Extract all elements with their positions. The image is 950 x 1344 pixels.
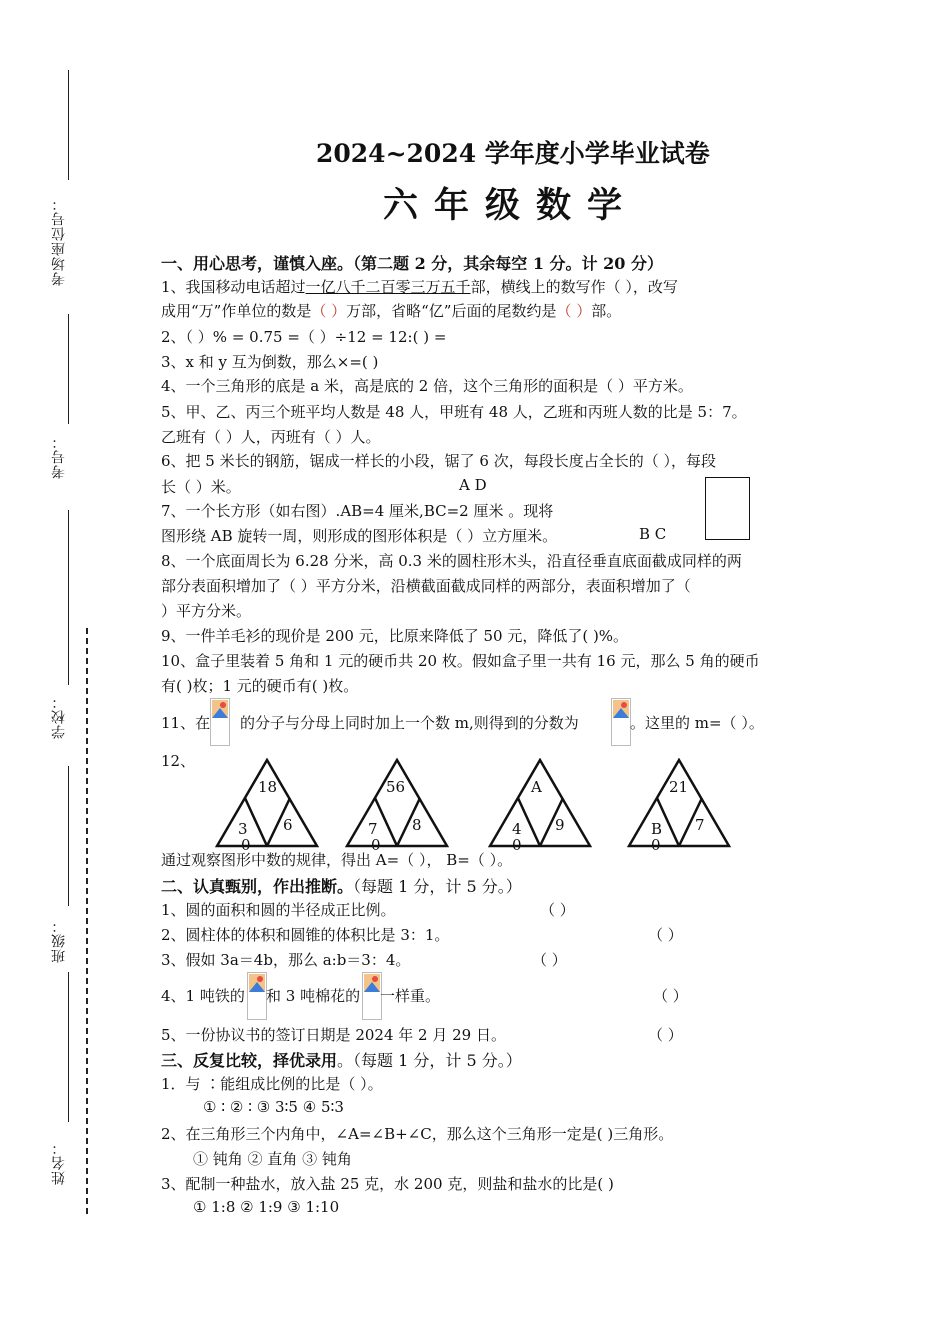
triangle-left-number: 0 [651, 836, 661, 850]
fraction-image-icon [247, 972, 267, 1020]
choice-question-1: 1．与 ∶能组成比例的比是（ ）。 [161, 1075, 383, 1093]
section2-heading-bold: 二、认真甄别，作出推断。 [161, 877, 354, 896]
fraction-image-icon [210, 698, 230, 746]
judge-question-2: 2、圆柱体的体积和圆锥的体积比是 3：1。 [161, 926, 450, 944]
judge-question-3: 3、假如 3a＝4b，那么 a:b＝3：4。 [161, 951, 411, 969]
judge-question-1: 1、圆的面积和圆的半径成正比例。 [161, 901, 396, 919]
judge-question-4-part3: 一样重。 [380, 987, 441, 1005]
question-8-line3: ）平方分米。 [161, 602, 252, 620]
question-9: 9、一件羊毛衫的现价是 200 元，比原来降低了 50 元，降低了( )%。 [161, 627, 629, 645]
triangle-figure-4 [627, 758, 732, 854]
q1-blank: （ ） [311, 302, 347, 320]
question-5-line2: 乙班有（ ）人，丙班有（ ）人。 [161, 428, 381, 446]
question-7-line1: 7、一个长方形（如右图）.AB=4 厘米,BC=2 厘米 。现将 [161, 502, 554, 520]
triangle-right-number: 9 [555, 816, 565, 834]
q1-underlined-number: 一亿八千二百零三万五千 [305, 278, 471, 296]
margin-line [68, 972, 69, 1122]
triangle-figure-2 [345, 758, 450, 854]
section3-heading-bold: 三、反复比较，择优录用 [161, 1051, 338, 1070]
q1-text: 万部，省略“亿”后面的尾数约是 [346, 302, 557, 320]
triangle-right-number: 6 [283, 816, 293, 834]
question-8-line1: 8、一个底面周长为 6.28 分米，高 0.3 米的圆柱形木头，沿直径垂直底面截成同样的两 [161, 552, 742, 570]
fraction-image-icon [362, 972, 382, 1020]
q1-text: 部。 [591, 302, 622, 320]
school-label: 学校： [51, 694, 67, 739]
question-3: 3、x 和 y 互为倒数，那么×=( ) [161, 353, 379, 371]
question-6-line2: 长（ ）米。 [161, 478, 241, 496]
section3-heading [161, 1048, 522, 1071]
triangle-left-number: 4 [512, 820, 522, 838]
triangle-top-number: 56 [386, 778, 406, 796]
judge-question-4-part1: 4、1 吨铁的 [161, 987, 245, 1005]
question-1-line2 [161, 300, 621, 321]
question-11-part2: 的分子与分母上同时加上一个数 m,则得到的分数为 [240, 714, 579, 732]
judge-answer-blank: （ ） [532, 951, 567, 969]
question-7-line2: 图形绕 AB 旋转一周，则形成的图形体积是（ ）立方厘米。 [161, 527, 558, 545]
choice-question-2: 2、在三角形三个内角中，∠A=∠B+∠C，那么这个三角形一定是( )三角形。 [161, 1125, 674, 1143]
triangle-top-number: 21 [669, 778, 689, 796]
margin-dashed-line [86, 628, 88, 1214]
q1-blank: （ ） [556, 302, 592, 320]
triangle-left-number: 3 [238, 820, 248, 838]
triangle-right-number: 7 [695, 816, 705, 834]
question-6-line1: 6、把 5 米长的钢筋，锯成一样长的小段，锯了 6 次，每段长度占全长的（ ），每段 [161, 452, 716, 470]
choice-question-2-options: ① 钝角 ② 直角 ③ 钝角 [193, 1150, 352, 1168]
triangle-left-number: 0 [512, 836, 522, 850]
q1-text: 1、我国移动电话超过 [161, 278, 306, 296]
triangle-figure-1 [215, 758, 320, 854]
margin-line [68, 766, 69, 906]
name-label: 姓名： [51, 1140, 67, 1185]
triangle-left-number: 7 [368, 820, 378, 838]
margin-line [68, 70, 69, 180]
q1-text: 成用“万”作单位的数是 [161, 302, 312, 320]
exam-title: 2024~2024 学年度小学毕业试卷 [316, 139, 710, 168]
choice-question-3-options: ① 1:8 ② 1:9 ③ 1:10 [193, 1198, 340, 1216]
question-11-part3: 。这里的 m=（ ）。 [630, 714, 764, 732]
triangle-figure-3 [488, 758, 593, 854]
judge-answer-blank: （ ） [648, 1026, 683, 1044]
triangle-top-letter: A [531, 778, 542, 796]
question-12-label: 12、 [161, 752, 196, 770]
exam-number-label: 考号： [51, 434, 67, 479]
class-label: 班级： [51, 918, 67, 963]
question-5-line1: 5、甲、乙、丙三个班平均人数是 48 人，甲班有 48 人，乙班和丙班人数的比是 5：7。 [161, 403, 747, 421]
question-2: 2、（ ）% = 0.75 =（ ）÷12 = 12:( ) = [161, 328, 447, 346]
judge-answer-blank: （ ） [540, 901, 575, 919]
judge-question-5: 5、一份协议书的签订日期是 2024 年 2 月 29 日。 [161, 1026, 506, 1044]
triangle-right-number: 8 [412, 816, 422, 834]
rectangle-bottom-labels: B C [639, 525, 667, 543]
section3-heading-score: 。（每题 1 分，计 5 分。） [337, 1051, 522, 1070]
triangle-left-number: 0 [371, 836, 381, 850]
choice-question-3: 3、配制一种盐水，放入盐 25 克，水 200 克，则盐和盐水的比是( ) [161, 1175, 614, 1193]
rectangle-top-labels: A D [459, 476, 487, 494]
triangle-left-letter: B [651, 820, 663, 838]
judge-answer-blank: （ ） [653, 987, 688, 1005]
question-4: 4、一个三角形的底是 a 米，高是底的 2 倍，这个三角形的面积是（ ）平方米。 [161, 377, 693, 395]
rectangle-figure [705, 477, 750, 540]
section1-heading: 一、用心思考，谨慎入座。（第二题 2 分，其余每空 1 分。计 20 分） [161, 254, 663, 273]
margin-line [68, 314, 69, 424]
section2-heading [161, 874, 522, 897]
judge-question-4-part2: 和 3 吨棉花的 [266, 987, 361, 1005]
choice-question-1-options: ① ∶ ② ∶ ③ 3∶5 ④ 5∶3 [203, 1098, 344, 1116]
judge-answer-blank: （ ） [648, 926, 683, 944]
margin-line [68, 510, 69, 685]
question-8-line2: 部分表面积增加了（ ）平方分米，沿横截面截成同样的两部分，表面积增加了（ [161, 577, 691, 595]
question-11-part1: 11、在 [161, 714, 211, 732]
q1-text: 部，横线上的数写作（ ），改写 [470, 278, 678, 296]
question-10-line1: 10、盒子里装着 5 角和 1 元的硬币共 20 枚。假如盒子里一共有 16 元，那么 5 角的硬币 [161, 652, 760, 670]
triangle-left-number: 0 [241, 836, 251, 850]
question-1-line1 [161, 276, 678, 297]
triangle-top-number: 18 [258, 778, 278, 796]
section2-heading-score: （每题 1 分，计 5 分。） [353, 877, 522, 896]
question-10-line2: 有( )枚；1 元的硬币有( )枚。 [161, 677, 359, 695]
fraction-image-icon [611, 698, 631, 746]
subject-title: 六年级数学 [383, 185, 639, 226]
seat-number-label: 考场座位号： [51, 196, 67, 286]
question-12-answer: 通过观察图形中数的规律，得出 A=（ ）， B=（ ）。 [161, 851, 513, 869]
